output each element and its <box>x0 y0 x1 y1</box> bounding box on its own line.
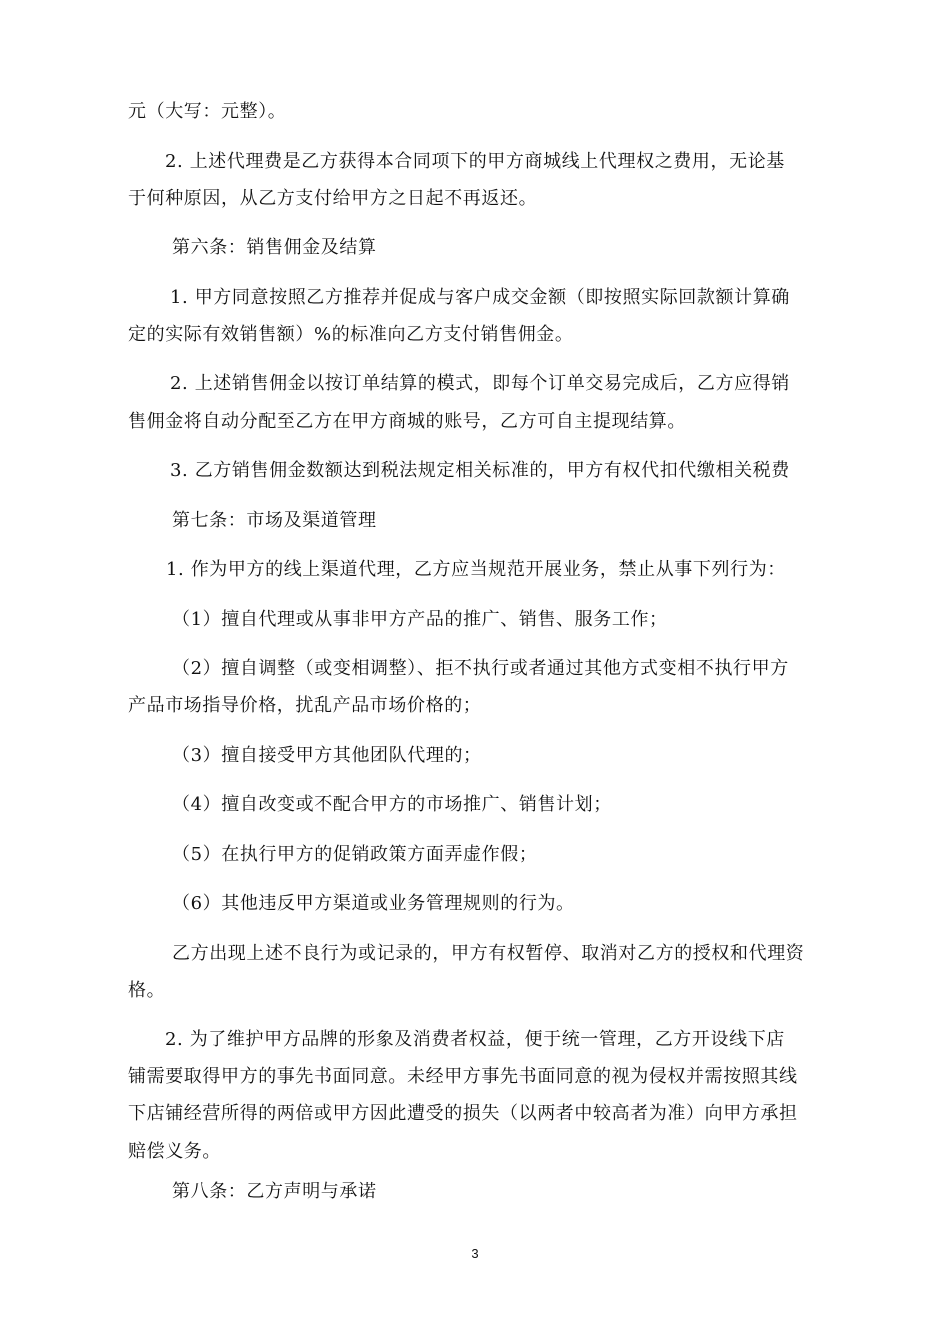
text-line: 格。 <box>128 980 166 1001</box>
text-line: （4）擅自改变或不配合甲方的市场推广、销售计划； <box>172 794 612 815</box>
text-line: 售佣金将自动分配至乙方在甲方商城的账号，乙方可自主提现结算。 <box>128 411 686 432</box>
text-line: 于何种原因，从乙方支付给甲方之日起不再返还。 <box>128 188 538 209</box>
text-line: 3. 乙方销售佣金数额达到税法规定相关标准的，甲方有权代扣代缴相关税费 <box>170 460 790 481</box>
text-line: 2. 上述销售佣金以按订单结算的模式，即每个订单交易完成后，乙方应得销 <box>170 373 790 394</box>
text-line: 1. 甲方同意按照乙方推荐并促成与客户成交金额（即按照实际回款额计算确 <box>170 287 790 308</box>
text-line: （1）擅自代理或从事非甲方产品的推广、销售、服务工作； <box>172 609 668 630</box>
text-line: 铺需要取得甲方的事先书面同意。未经甲方事先书面同意的视为侵权并需按照其线 <box>128 1066 798 1087</box>
text-line: 2. 上述代理费是乙方获得本合同项下的甲方商城线上代理权之费用，无论基 <box>165 151 785 172</box>
text-line: 乙方出现上述不良行为或记录的，甲方有权暂停、取消对乙方的授权和代理资 <box>172 943 805 964</box>
text-line: 下店铺经营所得的两倍或甲方因此遭受的损失（以两者中较高者为准）向甲方承担 <box>128 1103 798 1124</box>
section-heading: 第七条：市场及渠道管理 <box>172 510 377 531</box>
text-line: （6）其他违反甲方渠道或业务管理规则的行为。 <box>172 893 575 914</box>
text-line: 2. 为了维护甲方品牌的形象及消费者权益，便于统一管理，乙方开设线下店 <box>165 1029 785 1050</box>
text-line: 1. 作为甲方的线上渠道代理，乙方应当规范开展业务，禁止从事下列行为： <box>166 559 786 580</box>
text-line: 定的实际有效销售额）%的标准向乙方支付销售佣金。 <box>128 324 574 345</box>
text-line: （2）擅自调整（或变相调整）、拒不执行或者通过其他方式变相不执行甲方 <box>172 658 789 679</box>
text-line: （3）擅自接受甲方其他团队代理的； <box>172 745 482 766</box>
text-line: 元（大写：元整）。 <box>128 101 287 122</box>
text-line: 赔偿义务。 <box>128 1141 221 1162</box>
section-heading: 第八条：乙方声明与承诺 <box>172 1181 377 1202</box>
section-heading: 第六条：销售佣金及结算 <box>172 237 377 258</box>
text-line: 产品市场指导价格，扰乱产品市场价格的； <box>128 695 482 716</box>
text-line: （5）在执行甲方的促销政策方面弄虚作假； <box>172 844 538 865</box>
page-number: 3 <box>471 1246 479 1261</box>
